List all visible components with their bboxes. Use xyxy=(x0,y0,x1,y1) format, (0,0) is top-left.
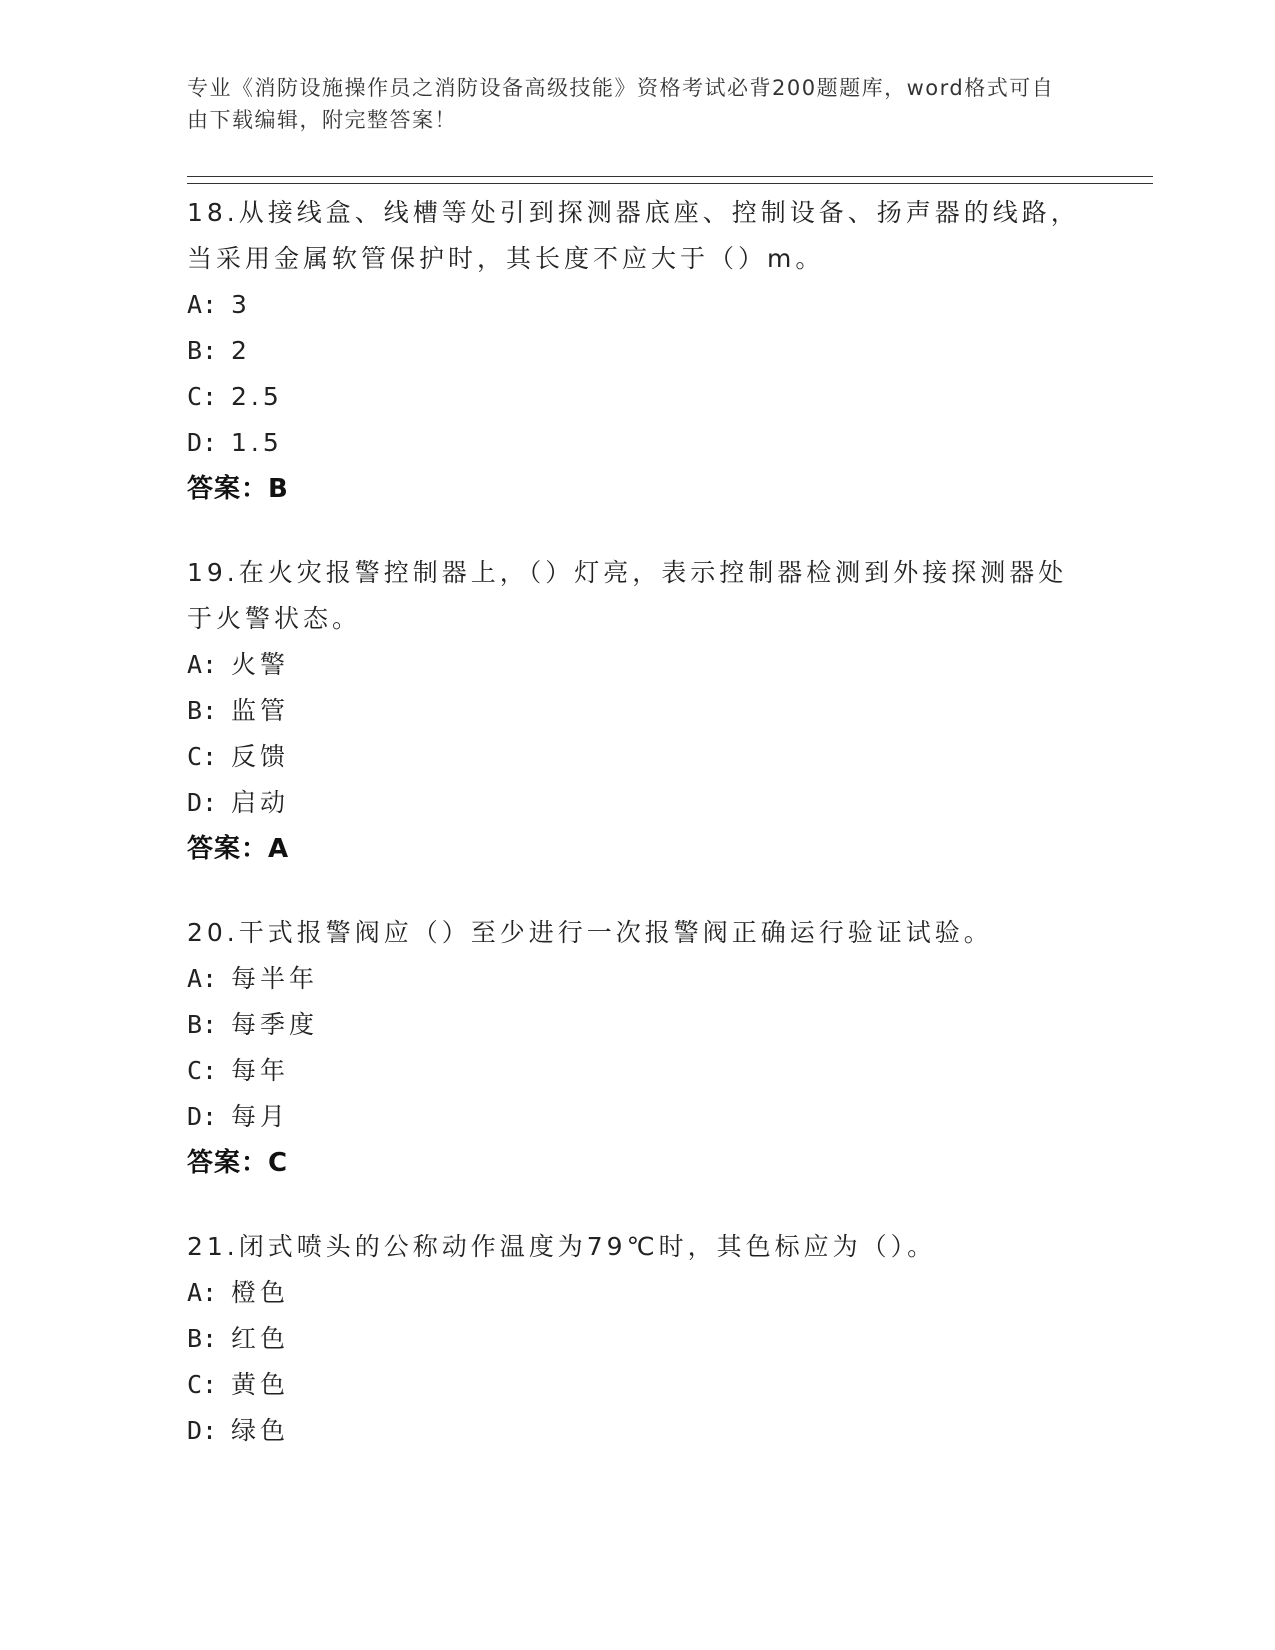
option-letter: C: xyxy=(187,742,218,771)
option-b xyxy=(187,1316,1087,1362)
option-text: 2.5 xyxy=(231,382,283,411)
question-18 xyxy=(187,190,1087,512)
option-letter: B: xyxy=(187,696,218,725)
option-d xyxy=(187,780,1087,826)
header-divider-top xyxy=(187,176,1153,177)
option-text: 火警 xyxy=(231,650,290,679)
question-20 xyxy=(187,910,1087,1186)
option-letter: C: xyxy=(187,1370,218,1399)
answer-line: 答案：A xyxy=(187,834,290,864)
option-letter: B: xyxy=(187,1010,218,1039)
option-text: 每半年 xyxy=(231,964,319,993)
option-letter: C: xyxy=(187,382,218,411)
answer-line: 答案：C xyxy=(187,1148,289,1178)
option-c xyxy=(187,1362,1087,1408)
option-text: 每季度 xyxy=(231,1010,319,1039)
question-stem: 20.干式报警阀应（）至少进行一次报警阀正确运行验证试验。 xyxy=(187,918,993,947)
question-stem: 19.在火灾报警控制器上，（）灯亮，表示控制器检测到外接探测器处于火警状态。 xyxy=(187,558,1068,633)
option-text: 绿色 xyxy=(231,1416,290,1445)
option-text: 3 xyxy=(231,290,251,319)
option-b xyxy=(187,328,1087,374)
option-text: 启动 xyxy=(231,788,290,817)
option-letter: A: xyxy=(187,650,218,679)
question-stem: 21.闭式喷头的公称动作温度为79℃时，其色标应为（）。 xyxy=(187,1232,937,1261)
option-text: 反馈 xyxy=(231,742,290,771)
option-text: 监管 xyxy=(231,696,290,725)
header-divider-bottom xyxy=(187,183,1153,184)
option-text: 橙色 xyxy=(231,1278,290,1307)
option-a xyxy=(187,642,1087,688)
option-a xyxy=(187,956,1087,1002)
option-d xyxy=(187,1408,1087,1454)
option-text: 1.5 xyxy=(231,428,283,457)
option-text: 每年 xyxy=(231,1056,290,1085)
option-letter: A: xyxy=(187,290,218,319)
option-b xyxy=(187,688,1087,734)
option-text: 每月 xyxy=(231,1102,290,1131)
answer-line: 答案：B xyxy=(187,474,289,504)
option-letter: A: xyxy=(187,964,218,993)
option-letter: D: xyxy=(187,788,218,817)
document-header: 专业《消防设施操作员之消防设备高级技能》资格考试必背200题题库，word格式可自由下载编辑，附完整答案！ xyxy=(187,76,1055,132)
option-text: 黄色 xyxy=(231,1370,290,1399)
option-b xyxy=(187,1002,1087,1048)
option-text: 2 xyxy=(231,336,251,365)
option-letter: D: xyxy=(187,1102,218,1131)
question-19 xyxy=(187,550,1087,872)
option-letter: B: xyxy=(187,336,218,365)
option-letter: B: xyxy=(187,1324,218,1353)
option-letter: D: xyxy=(187,1416,218,1445)
option-c xyxy=(187,734,1087,780)
question-21 xyxy=(187,1224,1087,1454)
option-d xyxy=(187,1094,1087,1140)
option-letter: D: xyxy=(187,428,218,457)
option-d xyxy=(187,420,1087,466)
option-text: 红色 xyxy=(231,1324,290,1353)
option-c xyxy=(187,1048,1087,1094)
question-stem: 18.从接线盒、线槽等处引到探测器底座、控制设备、扬声器的线路，当采用金属软管保护时，其长度不应大于（）m。 xyxy=(187,198,1080,273)
option-letter: A: xyxy=(187,1278,218,1307)
option-a xyxy=(187,282,1087,328)
option-a xyxy=(187,1270,1087,1316)
option-letter: C: xyxy=(187,1056,218,1085)
option-c xyxy=(187,374,1087,420)
